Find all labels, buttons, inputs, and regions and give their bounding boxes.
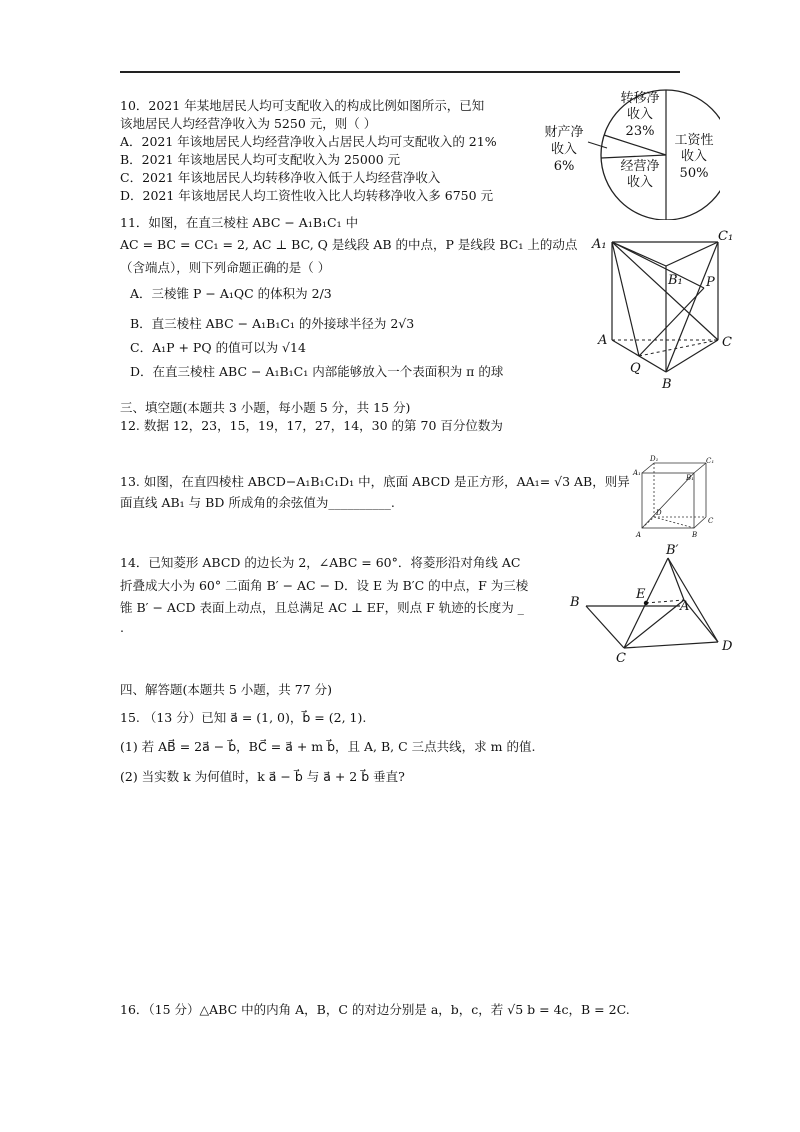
q11-label-b: B	[662, 377, 672, 392]
q13-label-b1: B₁	[686, 474, 694, 482]
q10-option-d: D．2021 年该地居民人均工资性收入比人均转移净收入多 6750 元	[120, 188, 494, 203]
q10-stem-line2: 该地居民人均经营净收入为 5250 元，则（ ）	[120, 116, 377, 131]
q15-part1: (1) 若 AB⃗ = 2a⃗ − b⃗，BC⃗ = a⃗ + m b⃗，且 A, B, C 三点共线，求 m 的值.	[120, 739, 536, 754]
q10-stem-line1: 10．2021 年某地居民人均可支配收入的构成比例如图所示，已知	[120, 98, 485, 113]
q11-label-c: C	[722, 335, 732, 350]
q10-option-b: B．2021 年该地居民人均可支配收入为 25000 元	[120, 152, 401, 167]
pie-label-property-2: 收入	[550, 142, 578, 157]
q14-label-e: E	[636, 587, 646, 602]
q10-option-a: A．2021 年该地居民人均经营净收入占居民人均可支配收入的 21%	[120, 134, 497, 149]
pie-label-business-2: 收入	[626, 175, 654, 190]
q14-line2: 折叠成大小为 60° 二面角 B′ − AC − D．设 E 为 B′C 的中点，F 为三棱	[120, 578, 529, 593]
q13-label-b: B	[692, 531, 698, 539]
q14-tetrahedron-figure	[566, 540, 746, 665]
header-rule	[120, 71, 680, 73]
q13-line1: 13. 如图，在直四棱柱 ABCD−A₁B₁C₁D₁ 中，底面 ABCD 是正方形，AA₁= √3 AB，则异	[120, 474, 630, 489]
section4-heading: 四、解答题(本题共 5 小题，共 77 分)	[120, 682, 333, 697]
q14-label-c: C	[616, 651, 626, 665]
q14-label-a: A	[680, 599, 690, 614]
q14-line1: 14．已知菱形 ABCD 的边长为 2，∠ABC = 60°．将菱形沿对角线 AC	[120, 555, 521, 570]
q14-line3: 锥 B′ − ACD 表面上动点，且总满足 AC ⊥ EF，则点 F 轨迹的长度为 _	[120, 600, 524, 615]
pie-label-wage-2: 收入	[680, 149, 708, 164]
section3-heading: 三、填空题(本题共 3 小题，每小题 5 分，共 15 分)	[120, 400, 411, 415]
pie-label-transfer-3: 23%	[625, 124, 655, 139]
q11-option-a: A．三棱锥 P − A₁QC 的体积为 2/3	[130, 286, 332, 301]
q14-label-d: D	[722, 639, 733, 654]
q13-line2: 面直线 AB₁ 与 BD 所成角的余弦值为__________.	[120, 495, 395, 510]
q13-label-d: D	[656, 509, 662, 517]
q14-label-b: B	[570, 595, 580, 610]
pie-label-transfer-1: 转移净	[620, 91, 660, 106]
q13-label-c1: C₁	[706, 457, 715, 465]
q14-label-bprime: B′	[666, 543, 679, 558]
pie-label-business-1: 经营净	[620, 159, 660, 174]
q10-option-c: C．2021 年该地居民人均转移净收入低于人均经营净收入	[120, 170, 441, 185]
q11-label-b1: B₁	[668, 273, 683, 288]
pie-label-property-1: 财产净	[544, 125, 584, 140]
pie-label-wage-3: 50%	[679, 166, 709, 181]
q11-label-a: A	[598, 333, 608, 348]
q12-text: 12. 数据 12，23，15，19，17，27，14，30 的第 70 百分位数为	[120, 418, 503, 433]
q15-part2: (2) 当实数 k 为何值时，k a⃗ − b⃗ 与 a⃗ + 2 b⃗ 垂直?	[120, 769, 405, 784]
q11-option-b: B．直三棱柱 ABC − A₁B₁C₁ 的外接球半径为 2√3	[130, 316, 415, 331]
q11-label-p: P	[706, 275, 715, 290]
q11-label-q: Q	[630, 361, 641, 376]
q11-line1: 11．如图，在直三棱柱 ABC − A₁B₁C₁ 中	[120, 215, 359, 230]
q14-line4: .	[120, 620, 124, 635]
q11-option-d: D．在直三棱柱 ABC − A₁B₁C₁ 内部能够放入一个表面积为 π 的球	[130, 364, 504, 379]
q11-line3: （含端点），则下列命题正确的是（ ）	[120, 260, 331, 275]
q15-line1: 15. （13 分）已知 a⃗ = (1, 0)，b⃗ = (2, 1).	[120, 710, 367, 725]
q11-option-c: C．A₁P + PQ 的值可以为 √14	[130, 340, 306, 355]
q13-label-d1: D₁	[650, 455, 659, 463]
q11-label-c1: C₁	[718, 229, 734, 244]
pie-label-property-3: 6%	[553, 159, 575, 174]
q13-cuboid-figure	[632, 455, 720, 540]
q11-line2: AC = BC = CC₁ = 2, AC ⊥ BC, Q 是线段 AB 的中点，P 是线段 BC₁ 上的动点	[120, 237, 578, 252]
q11-prism-figure	[590, 222, 750, 392]
pie-label-transfer-2: 收入	[626, 107, 654, 122]
q11-label-a1: A₁	[592, 237, 607, 252]
q16-text: 16．（15 分）△ABC 中的内角 A，B，C 的对边分别是 a，b，c，若 √5 b = 4c，B = 2C.	[120, 1002, 630, 1017]
q13-label-a: A	[636, 531, 642, 539]
q10-pie-chart	[540, 80, 720, 220]
q13-label-c: C	[708, 517, 714, 525]
pie-label-wage-1: 工资性	[674, 133, 714, 148]
q13-label-a1: A₁	[633, 469, 641, 477]
